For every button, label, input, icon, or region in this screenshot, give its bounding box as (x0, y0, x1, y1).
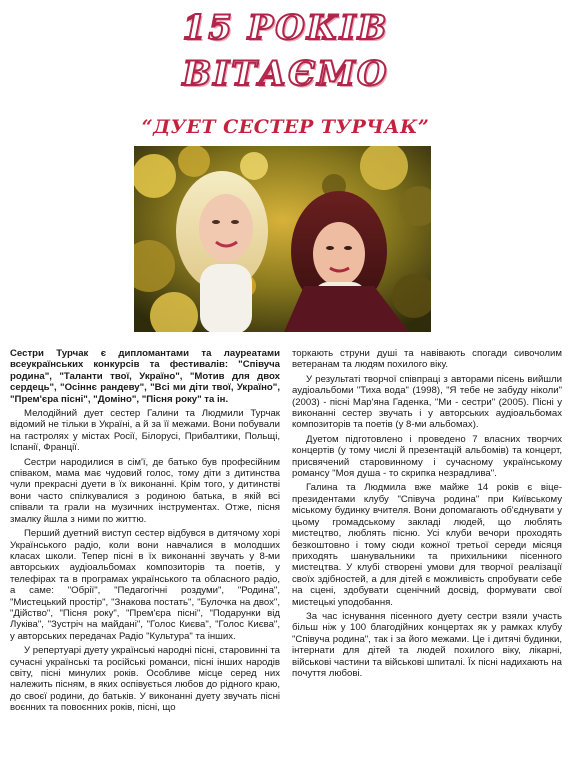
article-column-right (292, 348, 562, 682)
paragraph: Сестри Турчак є дипломантами та лауреатами всеукраїнських конкурсів та фестивалів: "Співуча родина", "Таланти твої, Україно", "Мотив для двох сердець", "Осіннє рандеву", "Всі ми діти твої, Україно", "Прем'єра пісні", "Доміно", "Пісня року" та ін. (10, 348, 280, 405)
paragraph: У результаті творчої співпраці з авторами пісень вийшли аудіоальбоми "Тиха вода" (1998), "Я тебе не забуду ніколи" (2003) - пісні Мар'яна Гаденка, "Ми - сестри" (2005). Пісні у виконанні сестер звучать і у авторських аудіоальбомах композиторів та поетів (у 8-ми альбомах). (292, 373, 562, 431)
paragraph: Мелодійний дует сестер Галини та Людмили Турчак відомий не тільки в Україні, а й за її межами. Вони побували на гастролях у містах Росії, Білорусі, Прибалтики, Польщі, Іспанії, Франції. (10, 408, 280, 454)
paragraph: Галина та Людмила вже майже 14 років є віце-президентами клубу "Співуча родина" при Київському міському будинку вчителя. Вони допомагають об'єднувати у цьому громадському закладі людей, що люблять мистецтво, люблять пісню. Усі клуби вечори проходять безкоштовно і тому сюди кожної третьої середи місяця приходять шанувальники та прихильники пісенного мистецтва. У клубі створені умови для творчої реалізації своїх здібностей, а для дітей є можливість спробувати себе на сцені, здобувати сценічний досвід, формувати свої мистецькі уподобання. (292, 482, 562, 608)
paragraph: У репертуарі дуету українські народні пісні, старовинні та сучасні українські та російські романси, пісні інших народів світу, пісні минулих років. Особливе місце серед них належить пісням, в яких оспівується любов до рідного краю, до своєї родини, до батьків. У виконанні дуету звучать пісні воєнних та повоєнних років, пісні, що (10, 645, 280, 714)
paragraph: За час існування пісенного дуету сестри взяли участь більш ніж у 100 благодійних концертах як у рамках клубу "Співуча родина", так і за його межами. Це і дитячі будинки, інтернати для дітей та людей похилого віку, лікарні, військові частини та військові шпиталі. Їх пісні надихають на почуття любові. (292, 610, 562, 679)
page-title-greeting: ВІТАЄМО (182, 54, 389, 94)
paragraph: Перший дуетний виступ сестер відбувся в дитячому хорі Українського радіо, коли вони навчалися в молодших класах школи. Тепер пісні в їх виконанні звучать у 8-ми авторських аудіоальбомах композиторів та поетів, у телефірах та в програмах українського та обласного радіо, а саме: "Обрії", "Педагогічні роздуми", "Родина", "Мистецький простір", "Знакова постать", "Булочка на двох", "Дійство", "Пісня року", "Прем'єра пісні", "Подарунки від Луківа", "Зустріч на майдані", "Голос Києва", "Голос Києва", у авторських передачах Радіо "Культура" та інших. (10, 528, 280, 642)
paragraph: торкають струни душі та навівають спогади сивочолим ветеранам та людям похилого віку. (292, 348, 562, 371)
article-column-left (10, 348, 280, 717)
article-subtitle: “ДУЕТ СЕСТЕР ТУРЧАК” (141, 116, 430, 138)
page-title: 15 РОКІВ (182, 8, 389, 48)
paragraph: Сестри народилися в сім'ї, де батько був професійним співаком, мама має чудовий голос, тому діти з дитинства чули прекрасні дуети в їх виконанні. Крім того, у дитинстві вони часто спілкувалися з родиною батька, в якій всі співали та грали на музичних інструментах. Отже, пісня змалку йшла з ними по життю. (10, 456, 280, 525)
duet-photo (134, 146, 431, 332)
paragraph: Дуетом підготовлено і проведено 7 власних творчих концертів (у тому числі й презентацій альбомів) та концерт, присвячений старовинному і сучасному українському романсу "Моя душа - то скрипка незрадлива". (292, 433, 562, 480)
